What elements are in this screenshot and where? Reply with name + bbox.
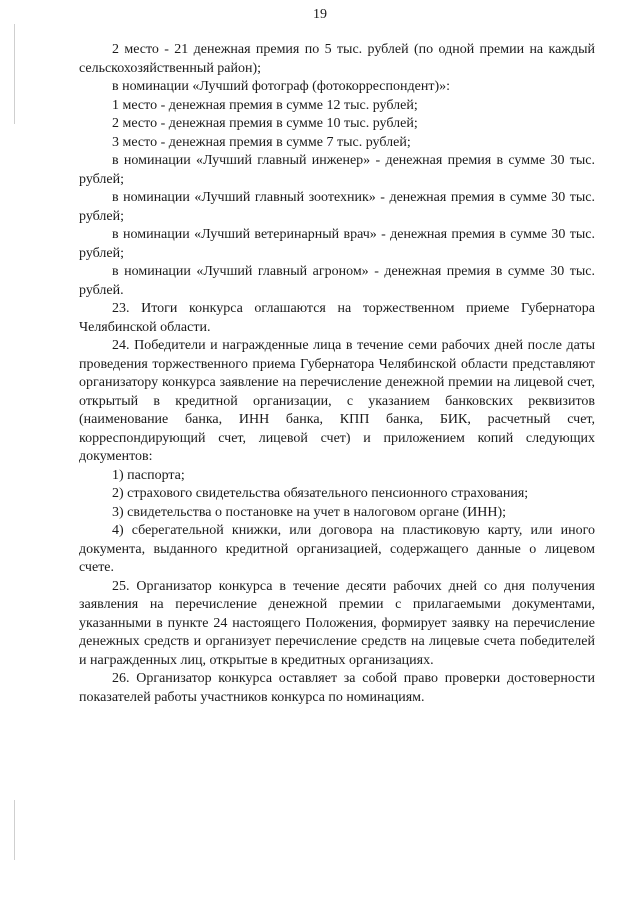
paragraph-doc-inn: 3) свидетельства о постановке на учет в налоговом органе (ИНН); [112,504,507,520]
paragraph-nomination-zootechnician: в номинации «Лучший главный зоотехник» - денежная премия в сумме 30 тыс. рублей; [79,190,595,224]
scan-edge-mark-bottom [14,800,15,860]
paragraph-photographer-3rd: 3 место - денежная премия в сумме 7 тыс. рублей; [112,134,411,150]
document-body [79,41,595,707]
paragraph-item-26: 26. Организатор конкурса оставляет за собой право проверки достоверности показателей работы участников конкурса по номинациям. [79,671,595,705]
paragraph-item-24: 24. Победители и награжденные лица в течение семи рабочих дней после даты проведения торжественного приема Губернатора Челябинской области представляют организатору конкурса заявление на перечисление денежной премии на лицевой счет, открытый в кредитной организации, с указанием банковских реквизитов (наименование банка, ИНН банка, КПП банка, БИК, расчетный счет, корреспондирующий счет, лицевой счет) и приложением копий следующих документов: [79,338,595,464]
paragraph-nomination-agronomist: в номинации «Лучший главный агроном» - денежная премия в сумме 30 тыс. рублей. [79,264,595,298]
page-number: 19 [313,7,327,22]
paragraph-item-25: 25. Организатор конкурса в течение десяти рабочих дней со дня получения заявления на перечисление денежной премии с прилагаемыми документами, указанными в пункте 24 настоящего Положения, формирует заявку на перечисление денежных средств и организует перечисление средств на лицевые счета победителей и награжденных лиц, открытые в кредитных организациях. [79,578,595,668]
paragraph-nomination-photographer: в номинации «Лучший фотограф (фотокорреспондент)»: [112,79,451,94]
paragraph-nomination-veterinarian: в номинации «Лучший ветеринарный врач» - денежная премия в сумме 30 тыс. рублей; [79,227,595,261]
paragraph-prize-2nd-place: 2 место - 21 денежная премия по 5 тыс. рублей (по одной премии на каждый сельскохозяйственный район); [79,42,595,76]
paragraph-photographer-1st: 1 место - денежная премия в сумме 12 тыс. рублей; [112,97,418,113]
scan-edge-mark-top [14,24,15,124]
paragraph-nomination-engineer: в номинации «Лучший главный инженер» - денежная премия в сумме 30 тыс. рублей; [79,153,595,187]
paragraph-doc-pension: 2) страхового свидетельства обязательного пенсионного страхования; [112,486,529,501]
paragraph-doc-passport: 1) паспорта; [112,467,185,483]
paragraph-photographer-2nd: 2 место - денежная премия в сумме 10 тыс. рублей; [112,116,418,131]
paragraph-item-23: 23. Итоги конкурса оглашаются на торжественном приеме Губернатора Челябинской области. [79,301,595,335]
paragraph-doc-bank: 4) сберегательной книжки, или договора на пластиковую карту, или иного документа, выданного кредитной организацией, содержащего данные о лицевом счете. [79,523,595,575]
